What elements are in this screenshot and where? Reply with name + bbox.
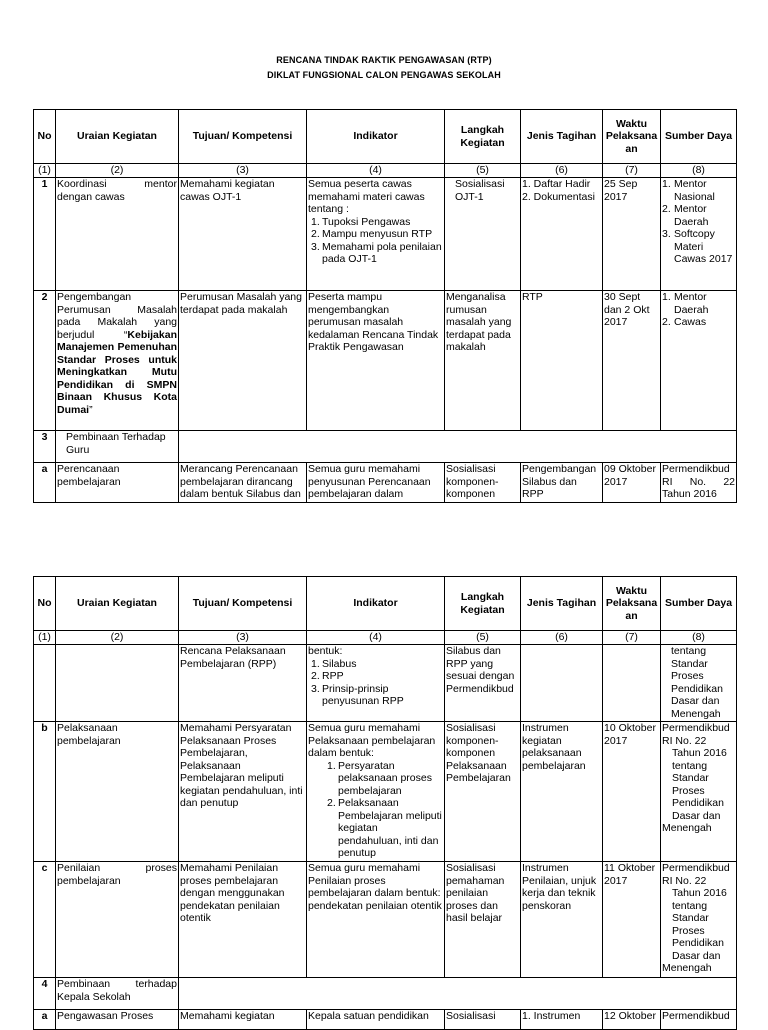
tagihan-cell: RTP bbox=[521, 291, 603, 431]
langkah-cell: Sosialisasi komponen-komponen Pelaksanaan Pembelajaran bbox=[445, 722, 521, 862]
header-waktu: Waktu Pelaksana an bbox=[603, 577, 661, 631]
sumber-line: Menengah bbox=[662, 962, 712, 974]
list-item: 1. Mentor Daerah bbox=[662, 291, 709, 316]
sumber-list bbox=[662, 178, 735, 266]
uraian-cell: Pelaksanaan pembelajaran bbox=[56, 722, 179, 862]
sumber-cell bbox=[661, 178, 737, 291]
tujuan-cell: Memahami kegiatan bbox=[179, 1010, 307, 1030]
header-row bbox=[34, 577, 737, 631]
header-tujuan: Tujuan/ Kompetensi bbox=[179, 110, 307, 164]
header-uraian: Uraian Kegiatan bbox=[56, 110, 179, 164]
colnum: (1) bbox=[34, 631, 56, 645]
waktu-cell: 09 Oktober 2017 bbox=[603, 463, 661, 503]
empty-span-cell bbox=[179, 431, 737, 463]
indikator-cell bbox=[307, 178, 445, 291]
langkah-cell: Silabus dan RPP yang sesuai dengan Permendikbud bbox=[445, 645, 521, 722]
column-number-row bbox=[34, 631, 737, 645]
header-tagihan: Jenis Tagihan bbox=[521, 577, 603, 631]
header-no: No bbox=[34, 110, 56, 164]
tagihan-cell bbox=[521, 645, 603, 722]
colnum: (6) bbox=[521, 164, 603, 178]
colnum: (4) bbox=[307, 631, 445, 645]
colnum: (8) bbox=[661, 631, 737, 645]
indikator-cell: Semua guru memahami penyusunan Perencanaan pembelajaran dalam bbox=[307, 463, 445, 503]
list-item: 1. Mentor Nasional bbox=[662, 178, 715, 203]
colnum: (2) bbox=[56, 164, 179, 178]
indikator-cell bbox=[307, 722, 445, 862]
uraian-cell bbox=[56, 645, 179, 722]
sumber-line: Tahun 2016 tentang Standar Proses Pendidikan Dasar dan bbox=[672, 887, 727, 962]
colnum: (4) bbox=[307, 164, 445, 178]
colnum: (8) bbox=[661, 164, 737, 178]
waktu-cell: 25 Sep 2017 bbox=[603, 178, 661, 291]
empty-span-cell bbox=[179, 978, 737, 1010]
sumber-list bbox=[662, 291, 735, 329]
indikator-cell bbox=[307, 645, 445, 722]
row-no: b bbox=[34, 722, 56, 862]
row-no: a bbox=[34, 1010, 56, 1030]
table-row bbox=[34, 178, 737, 291]
colnum: (5) bbox=[445, 164, 521, 178]
langkah-cell: Menganalisa rumusan masalah yang terdapat pada makalah bbox=[445, 291, 521, 431]
list-item: 3. Memahami pola penilaian pada OJT-1 bbox=[311, 240, 442, 265]
row-no: 3 bbox=[34, 431, 56, 463]
header-tujuan: Tujuan/ Kompetensi bbox=[179, 577, 307, 631]
langkah-cell: Sosialisasi pemahaman penilaian proses dan hasil belajar bbox=[445, 862, 521, 978]
tujuan-cell: Perumusan Masalah yang terdapat pada makalah bbox=[179, 291, 307, 431]
waktu-cell: 30 Sept dan 2 Okt 2017 bbox=[603, 291, 661, 431]
rtp-table-page-1 bbox=[33, 109, 737, 503]
table-row bbox=[34, 1010, 737, 1030]
list-item: 3. Prinsip-prinsip penyusunan RPP bbox=[311, 682, 404, 707]
waktu-cell: 11 Oktober 2017 bbox=[603, 862, 661, 978]
table-row bbox=[34, 431, 737, 463]
tagihan-item: 1. Daftar Hadir bbox=[522, 178, 591, 190]
list-item: 2. Mentor Daerah bbox=[662, 203, 709, 228]
sumber-cell bbox=[661, 291, 737, 431]
list-item: 1. Persyaratan pelaksanaan proses pembelajaran bbox=[327, 759, 432, 797]
header-waktu: Waktu Pelaksana an bbox=[603, 110, 661, 164]
tujuan-cell: Rencana Pelaksanaan Pembelajaran (RPP) bbox=[179, 645, 307, 722]
row-no bbox=[34, 645, 56, 722]
sumber-cell: Permendikbud RI No. 22 Tahun 2016 bbox=[661, 463, 737, 503]
sumber-line: Permendikbud RI No. 22 bbox=[662, 722, 730, 747]
table-row bbox=[34, 862, 737, 978]
indikator-cell: Kepala satuan pendidikan bbox=[307, 1010, 445, 1030]
tujuan-cell: Memahami Penilaian proses pembelajaran dengan menggunakan pendekatan penilaian otentik bbox=[179, 862, 307, 978]
langkah-cell: Sosialisasi komponen-komponen bbox=[445, 463, 521, 503]
sumber-line: Menengah bbox=[662, 822, 712, 834]
colnum: (2) bbox=[56, 631, 179, 645]
indikator-intro: Semua peserta cawas memahami materi cawas tentang : bbox=[308, 178, 425, 215]
waktu-cell bbox=[603, 645, 661, 722]
tujuan-cell: Memahami kegiatan cawas OJT-1 bbox=[179, 178, 307, 291]
colnum: (6) bbox=[521, 631, 603, 645]
indikator-cell: Semua guru memahami Penilaian proses pembelajaran dalam bentuk: pendekatan penilaian otentik bbox=[307, 862, 445, 978]
indikator-intro: Semua guru memahami Pelaksanaan pembelajaran dalam bentuk: bbox=[308, 722, 436, 759]
document-title: RENCANA TINDAK RAKTIK PENGAWASAN (RTP) bbox=[276, 55, 492, 65]
tujuan-cell: Memahami Persyaratan Pelaksanaan Proses Pembelajaran, Pelaksanaan Pembelajaran meliputi kegiatan pendahuluan, inti dan penutup bbox=[179, 722, 307, 862]
table-row bbox=[34, 722, 737, 862]
column-number-row bbox=[34, 164, 737, 178]
sumber-line: Tahun 2016 tentang Standar Proses Pendidikan Dasar dan bbox=[672, 747, 727, 822]
indikator-cell: Peserta mampu mengembangkan perumusan masalah kedalaman Rencana Tindak Praktik Pengawasan bbox=[307, 291, 445, 431]
uraian-cell: Penilaian proses pembelajaran bbox=[56, 862, 179, 978]
uraian-cell: Pembinaan Terhadap Guru bbox=[56, 431, 179, 463]
row-no: c bbox=[34, 862, 56, 978]
langkah-cell: Sosialisasi OJT-1 bbox=[445, 178, 521, 291]
tagihan-item: 2. Dokumentasi bbox=[522, 190, 595, 203]
colnum: (7) bbox=[603, 164, 661, 178]
list-item: 2. Mampu menyusun RTP bbox=[311, 228, 433, 240]
header-langkah: Langkah Kegiatan bbox=[445, 577, 521, 631]
uraian-cell: Pengawasan Proses bbox=[56, 1010, 179, 1030]
tagihan-cell bbox=[521, 178, 603, 291]
table-row bbox=[34, 291, 737, 431]
header-uraian: Uraian Kegiatan bbox=[56, 577, 179, 631]
row-no: 4 bbox=[34, 978, 56, 1010]
header-indikator: Indikator bbox=[307, 577, 445, 631]
header-row bbox=[34, 110, 737, 164]
colnum: (3) bbox=[179, 631, 307, 645]
list-item: 3. Softcopy Materi Cawas 2017 bbox=[662, 228, 733, 265]
list-item: 1. Silabus bbox=[311, 657, 357, 670]
rtp-table-page-2 bbox=[33, 576, 737, 1030]
header-indikator: Indikator bbox=[307, 110, 445, 164]
document-subtitle: DIKLAT FUNGSIONAL CALON PENGAWAS SEKOLAH bbox=[267, 70, 501, 80]
header-no: No bbox=[34, 577, 56, 631]
tagihan-cell: 1. Instrumen bbox=[521, 1010, 603, 1030]
row-no: 2 bbox=[34, 291, 56, 431]
uraian-cell: Perencanaan pembelajaran bbox=[56, 463, 179, 503]
list-item: 2. RPP bbox=[311, 670, 344, 682]
tujuan-cell: Merancang Perencanaan pembelajaran dirancang dalam bentuk Silabus dan bbox=[179, 463, 307, 503]
list-item: 2. Pelaksanaan Pembelajaran meliputi kegiatan pendahuluan, inti dan penutup bbox=[327, 797, 442, 859]
colnum: (3) bbox=[179, 164, 307, 178]
indikator-list bbox=[308, 658, 443, 708]
row-no: a bbox=[34, 463, 56, 503]
tagihan-cell: Instrumen kegiatan pelaksanaan pembelajaran bbox=[521, 722, 603, 862]
colnum: (7) bbox=[603, 631, 661, 645]
table-row bbox=[34, 463, 737, 503]
langkah-cell: Sosialisasi bbox=[445, 1010, 521, 1030]
uraian-cell: Pembinaan terhadap Kepala Sekolah bbox=[56, 978, 179, 1010]
colnum: (1) bbox=[34, 164, 56, 178]
sumber-cell: Permendikbud bbox=[661, 1010, 737, 1030]
colnum: (5) bbox=[445, 631, 521, 645]
uraian-cell: Pengembangan Perumusan Masalah pada Makalah yang berjudul “Kebijakan Manajemen Pemenuhan Standar Proses untuk Meningkatkan Mutu Pendidikan di SMPN Binaan Khusus Kota Dumai” bbox=[56, 291, 179, 431]
tagihan-cell: Pengembangan Silabus dan RPP bbox=[521, 463, 603, 503]
sumber-cell: tentang Standar Proses Pendidikan Dasar dan Menengah bbox=[661, 645, 737, 722]
table-row bbox=[34, 645, 737, 722]
header-tagihan: Jenis Tagihan bbox=[521, 110, 603, 164]
sumber-cell bbox=[661, 862, 737, 978]
row-no: 1 bbox=[34, 178, 56, 291]
sumber-line: Permendikbud RI No. 22 bbox=[662, 862, 730, 887]
list-item: 1. Tupoksi Pengawas bbox=[311, 215, 411, 228]
uraian-cell: Koordinasi mentor dengan cawas bbox=[56, 178, 179, 291]
waktu-cell: 12 Oktober bbox=[603, 1010, 661, 1030]
tagihan-cell: Instrumen Penilaian, unjuk kerja dan teknik penskoran bbox=[521, 862, 603, 978]
indikator-list bbox=[308, 216, 443, 266]
sumber-cell bbox=[661, 722, 737, 862]
header-sumber: Sumber Daya bbox=[661, 110, 737, 164]
header-langkah: Langkah Kegiatan bbox=[445, 110, 521, 164]
waktu-cell: 10 Oktober 2017 bbox=[603, 722, 661, 862]
table-row bbox=[34, 978, 737, 1010]
list-item: 2. Cawas bbox=[662, 316, 707, 328]
indikator-intro: bentuk: bbox=[308, 645, 343, 657]
indikator-list bbox=[308, 760, 443, 860]
header-sumber: Sumber Daya bbox=[661, 577, 737, 631]
